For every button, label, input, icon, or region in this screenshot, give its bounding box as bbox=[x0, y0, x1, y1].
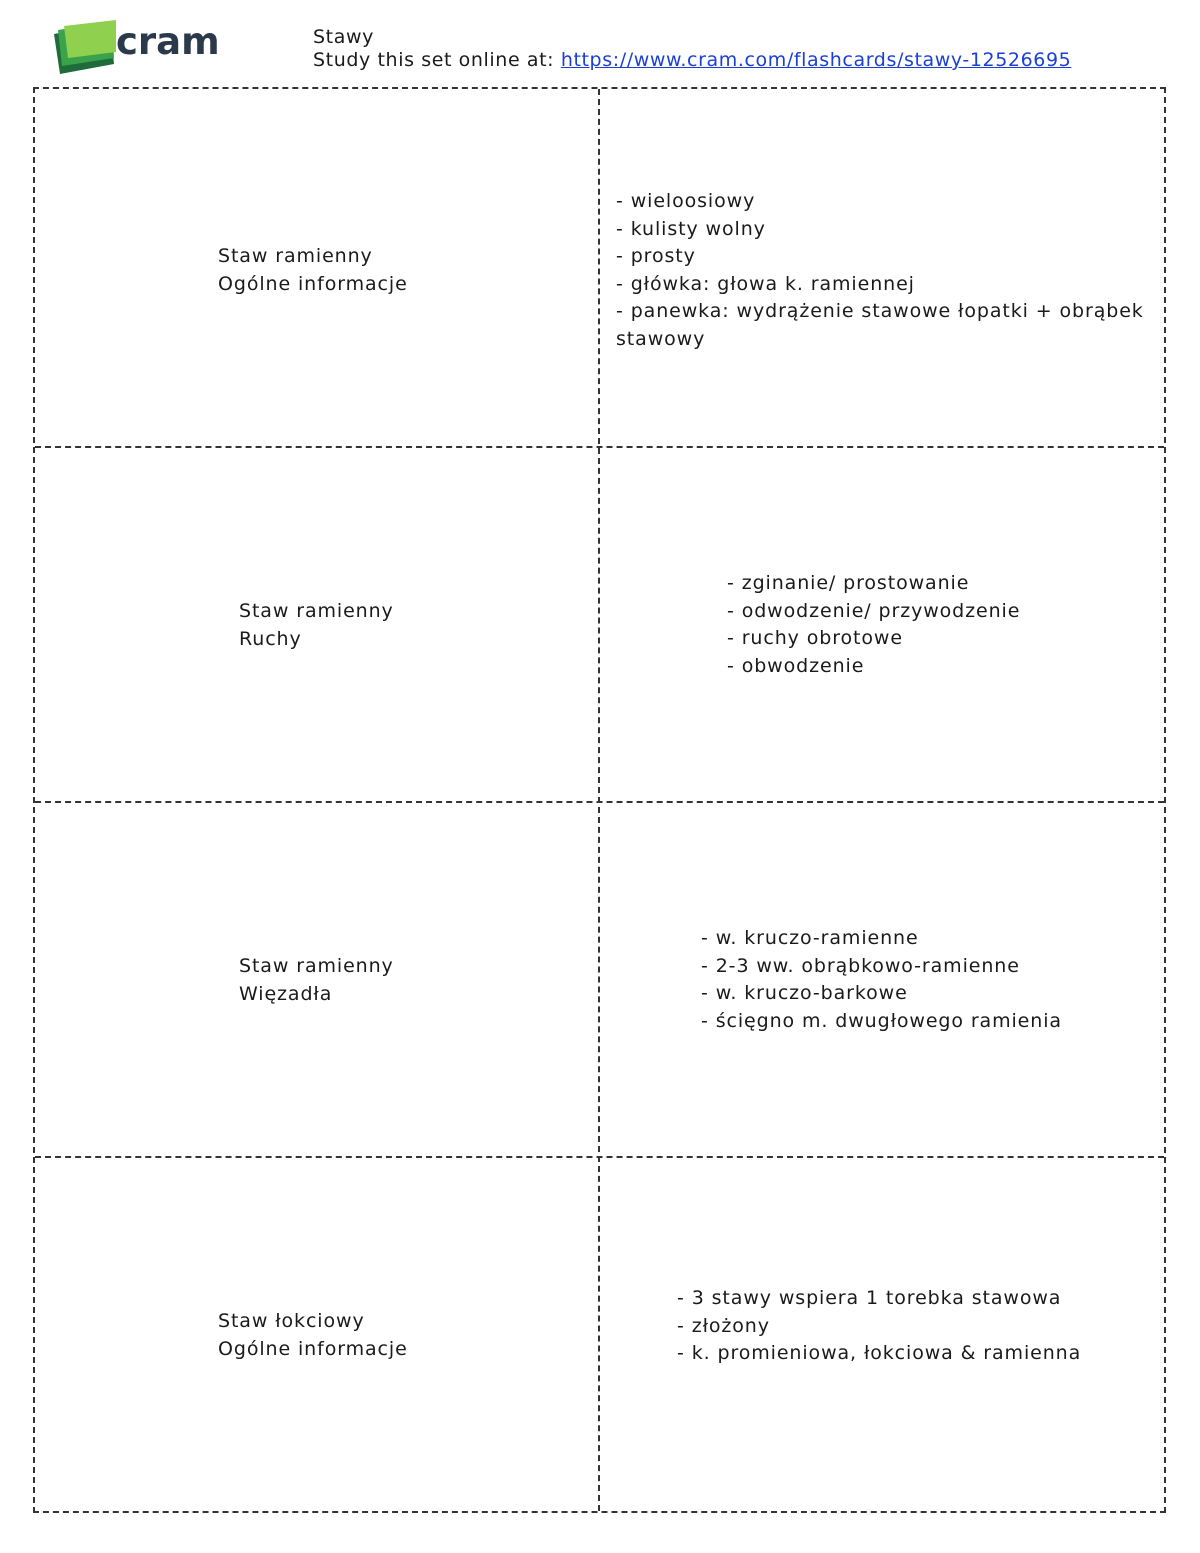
row-divider bbox=[35, 801, 1164, 803]
set-title: Stawy bbox=[313, 26, 374, 48]
column-divider bbox=[598, 89, 600, 1511]
card-3-front: Staw ramienny Więzadła bbox=[239, 955, 394, 1005]
card-2-front: Staw ramienny Ruchy bbox=[239, 600, 394, 650]
logo-text: cram bbox=[116, 20, 220, 63]
header bbox=[313, 26, 1071, 72]
row-divider bbox=[35, 1156, 1164, 1158]
study-line bbox=[313, 49, 1071, 72]
study-prefix: Study this set online at: bbox=[313, 49, 561, 71]
cards-logo-icon bbox=[50, 18, 120, 76]
card-1-back: - wieloosiowy - kulisty wolny - prosty - główka: głowa k. ramiennej - panewka: wydrążenie stawowe łopatki + obrąbek stawowy bbox=[616, 190, 1144, 350]
card-2-back: - zginanie/ prostowanie - odwodzenie/ przywodzenie - ruchy obrotowe - obwodzenie bbox=[727, 572, 1021, 677]
cram-logo[interactable] bbox=[50, 18, 220, 76]
row-divider bbox=[35, 446, 1164, 448]
set-url-link[interactable]: https://www.cram.com/flashcards/stawy-12526695 bbox=[560, 49, 1072, 71]
card-4-front: Staw łokciowy Ogólne informacje bbox=[218, 1310, 408, 1360]
card-1-front: Staw ramienny Ogólne informacje bbox=[218, 245, 408, 295]
card-4-back: - 3 stawy wspiera 1 torebka stawowa - złożony - k. promieniowa, łokciowa & ramienna bbox=[677, 1287, 1082, 1364]
flashcard-grid bbox=[33, 87, 1166, 1513]
card-3-back: - w. kruczo-ramienne - 2-3 ww. obrąbkowo-ramienne - w. kruczo-barkowe - ścięgno m. dwugłowego ramienia bbox=[701, 927, 1062, 1032]
